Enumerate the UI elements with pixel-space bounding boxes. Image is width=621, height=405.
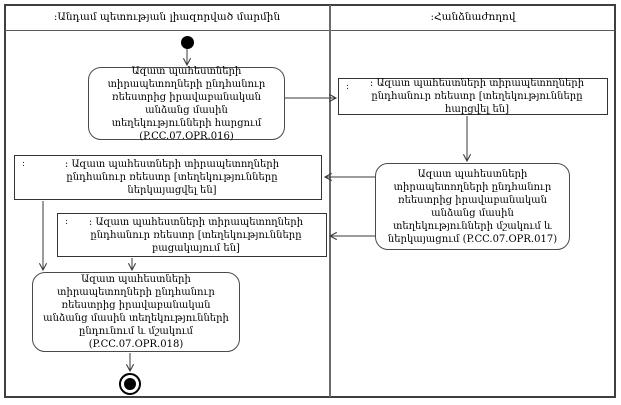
object-node-registry-queried-label: : Ազատ պահեստների տիրապետողների ընդհանուր ռեեստր [տեղեկությունները հարցվել են]: [369, 78, 585, 115]
activity-node-opr-017: [375, 163, 570, 250]
activity-node-opr-016: [88, 67, 285, 140]
activity-node-opr-016-label: Ազատ պահեստների տիրապետողների ընդհանուր ռեեստրից իրավաբանական անձանց մասին տեղեկությունների հարցում (P.CC.07.OPR.016): [107, 65, 266, 142]
final-node-dot: [124, 378, 136, 390]
activity-node-opr-017-label: Ազատ պահեստների տիրապետողների ընդհանուր ռեեստրից իրավաբանական անձանց մասին տեղեկությունների մշակում և ներկայացում (P.CC.07.OPR.017): [387, 168, 558, 245]
object-node-registry-presented: [14, 155, 322, 200]
object-marker-icon: :: [65, 217, 69, 227]
object-node-registry-absent-label: : Ազատ պահեստների տիրապետողների ընդհանուր ռեեստր [տեղեկությունները բացակայում են]: [88, 216, 304, 254]
object-marker-icon: :: [22, 159, 26, 169]
lane-header-separator: [5, 30, 615, 31]
swimlane-divider: [329, 5, 331, 397]
final-node: [119, 373, 141, 395]
object-node-registry-presented-label: : Ազատ պահեստների տիրապետողների ընդհանուր ռեեստր [տեղեկությունները ներկայացվել են]: [64, 159, 280, 196]
lane-title-commission: :Հանձնաժողով: [430, 11, 516, 23]
object-node-registry-absent: [57, 213, 327, 257]
object-node-registry-queried: [338, 78, 608, 115]
lane-title-member-state: :Անդամ պետության լիազորված մարմին: [53, 11, 281, 23]
initial-node: [181, 36, 194, 49]
activity-node-opr-018-label: Ազատ պահեստների տիրապետողների ընդհանուր ռեեստրից իրավաբանական անձանց մասին տեղեկությունների ընդունում և մշակում (P.CC.07.OPR.018): [43, 274, 229, 350]
activity-node-opr-018: [32, 272, 240, 352]
object-marker-icon: :: [346, 82, 350, 92]
